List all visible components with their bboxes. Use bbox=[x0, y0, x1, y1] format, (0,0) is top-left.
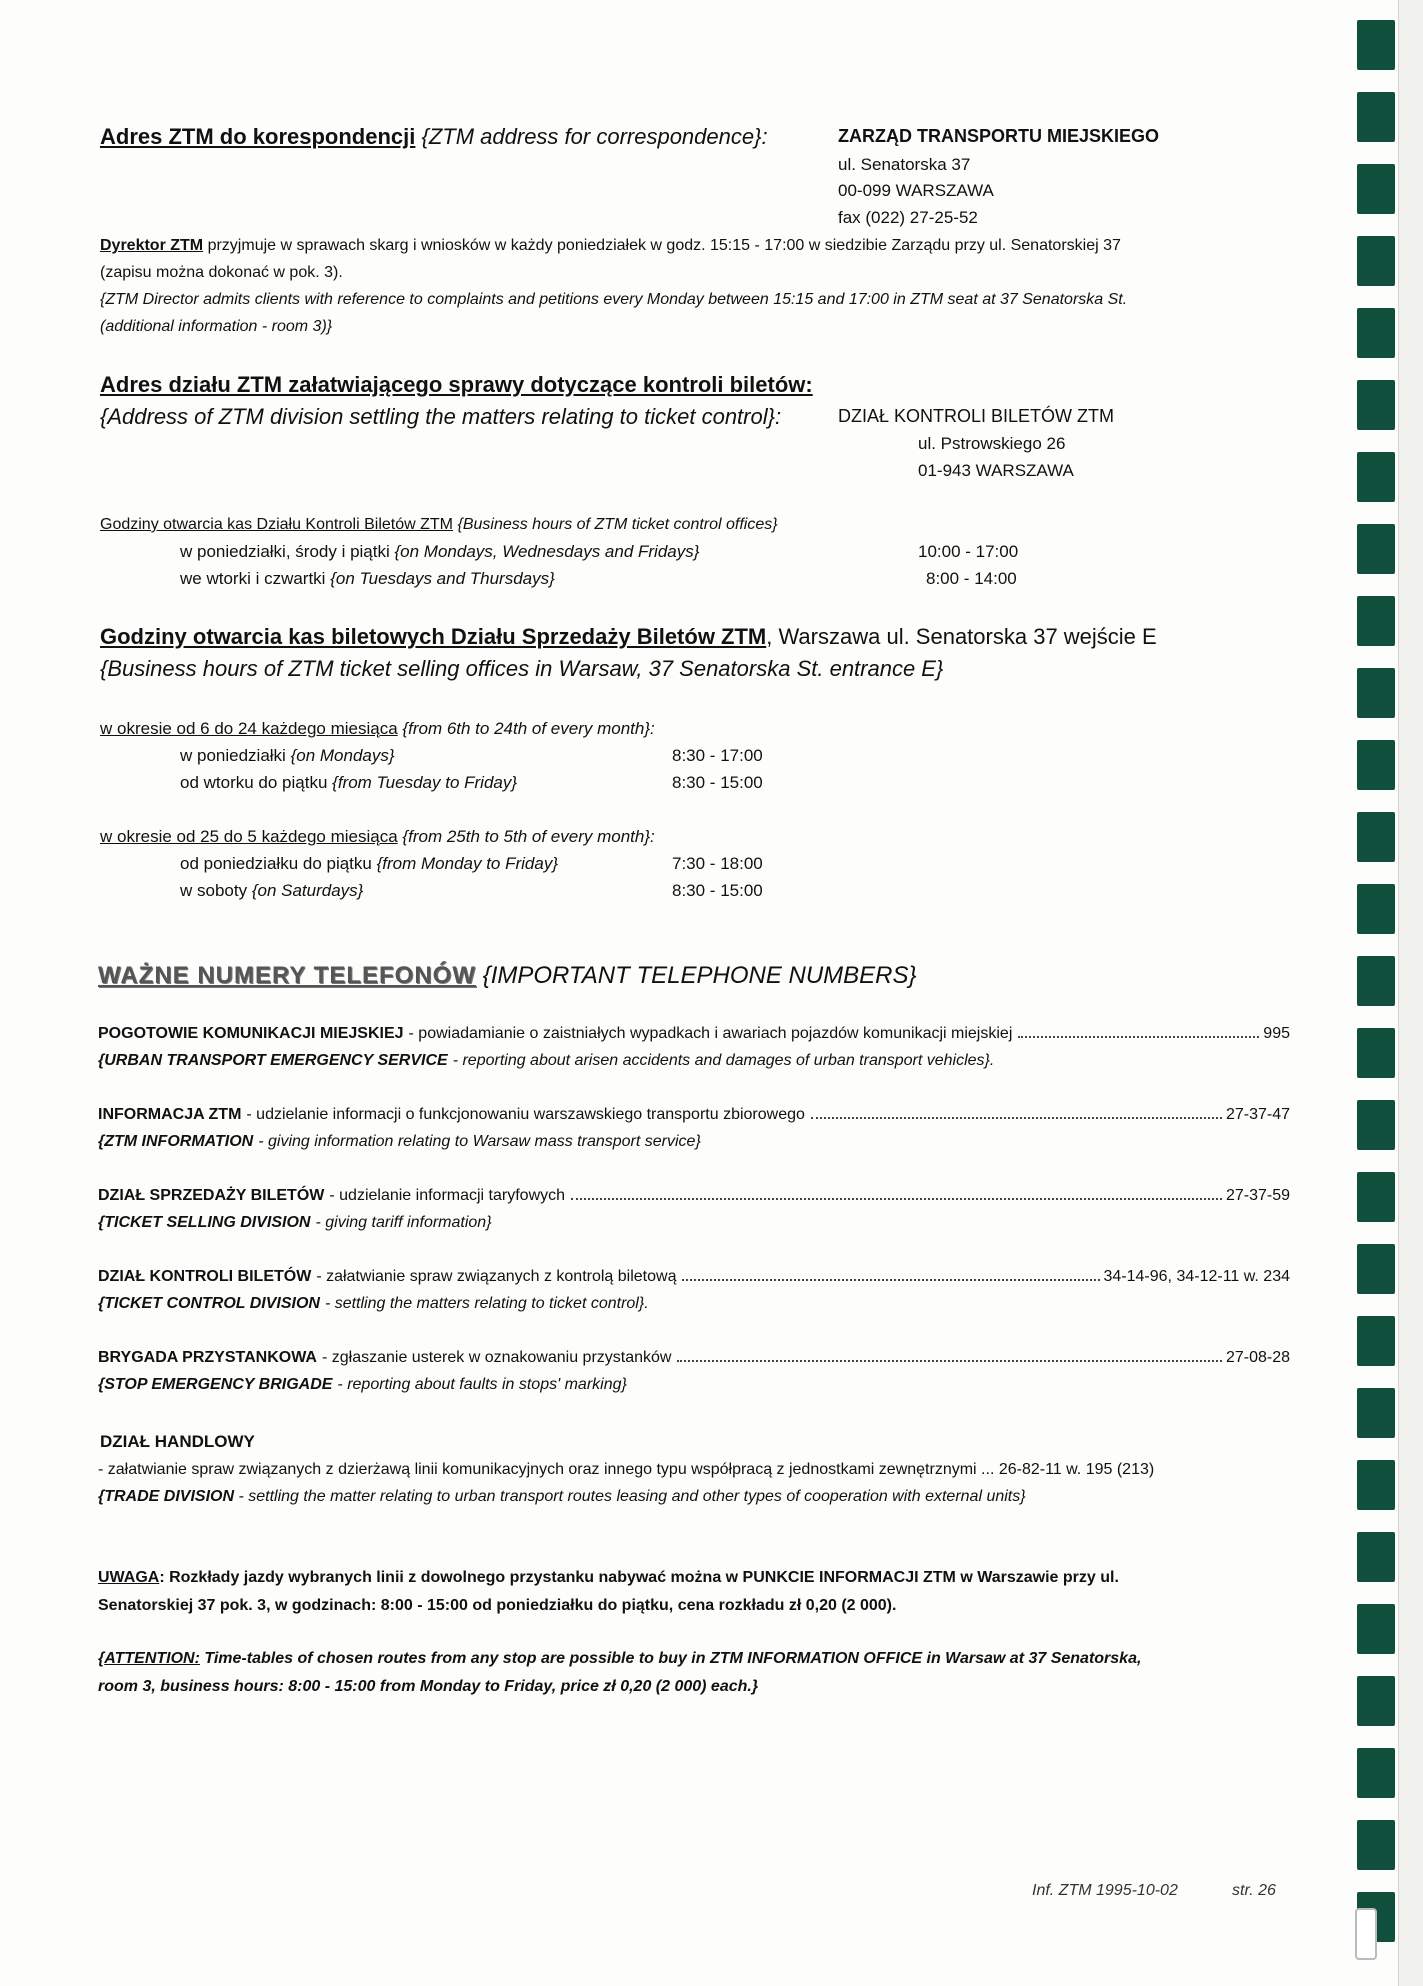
binding-ring bbox=[1357, 236, 1395, 286]
director-text-pl2: (zapisu można dokonać w pok. 3). bbox=[100, 264, 343, 281]
selling-period2 bbox=[100, 827, 655, 847]
binding-ring bbox=[1357, 1748, 1395, 1798]
phone-entry-en bbox=[98, 1051, 994, 1071]
selling-title bbox=[100, 624, 1157, 650]
phone-entry bbox=[98, 1267, 1290, 1287]
binding-ring bbox=[1357, 1028, 1395, 1078]
address-org: ZARZĄD TRANSPORTU MIEJSKIEGO bbox=[838, 126, 1160, 146]
address-label bbox=[100, 124, 768, 150]
notice-pl-line2: Senatorskiej 37 pok. 3, w godzinach: 8:00 - 15:00 od poniedziałku do piątku, cena rozkładu zł 0,20 (2 000). bbox=[98, 1597, 897, 1614]
hours-day-pl: w poniedziałki, środy i piątki bbox=[180, 542, 390, 561]
control-heading-pl: Adres działu ZTM załatwiającego sprawy dotyczące kontroli biletów: bbox=[100, 372, 813, 397]
selling-title-pl: Godziny otwarcia kas biletowych Działu Sprzedaży Biletów ZTM bbox=[100, 624, 767, 649]
binding-ring bbox=[1357, 1460, 1395, 1510]
binding-ring bbox=[1357, 1316, 1395, 1366]
phone-entry-en-name: {TICKET SELLING DIVISION bbox=[98, 1214, 311, 1231]
binding-ring bbox=[1357, 1676, 1395, 1726]
trade-name: DZIAŁ HANDLOWY bbox=[100, 1432, 255, 1451]
binding-ring bbox=[1357, 380, 1395, 430]
trade-en-desc: - settling the matter relating to urban transport routes leasing and other types of cooperation with external units} bbox=[238, 1488, 1026, 1505]
binding-ring bbox=[1357, 308, 1395, 358]
binding-ring bbox=[1357, 1100, 1395, 1150]
phone-entry-en-desc: - giving information relating to Warsaw mass transport service} bbox=[258, 1133, 701, 1150]
phone-entry-en-name: {URBAN TRANSPORT EMERGENCY SERVICE bbox=[98, 1052, 448, 1069]
selling-title-rest: , Warszawa ul. Senatorska 37 wejście E bbox=[766, 624, 1157, 649]
director-line1 bbox=[100, 236, 1121, 256]
control-hours-row bbox=[180, 542, 699, 562]
phone-number: 27-37-59 bbox=[1225, 1187, 1290, 1204]
hours-day-en: {on Saturdays} bbox=[251, 881, 364, 900]
notice-en-line2: room 3, business hours: 8:00 - 15:00 from Monday to Friday, price zł 0,20 (2 000) each.} bbox=[98, 1678, 759, 1695]
phone-entry bbox=[98, 1348, 1290, 1368]
hours-day-en: {from Tuesday to Friday} bbox=[332, 773, 518, 792]
binding-ring bbox=[1357, 1820, 1395, 1870]
address-label-en: {ZTM address for correspondence}: bbox=[421, 124, 768, 149]
control-street: ul. Pstrowskiego 26 bbox=[918, 434, 1066, 453]
address-label-pl: Adres ZTM do korespondencji bbox=[100, 124, 416, 149]
phone-entry-name: POGOTOWIE KOMUNIKACJI MIEJSKIEJ bbox=[98, 1025, 404, 1042]
binding-ring bbox=[1357, 1244, 1395, 1294]
dot-leader bbox=[1018, 1036, 1259, 1038]
notice-pl-line1 bbox=[98, 1568, 1119, 1588]
period2-time: 7:30 - 18:00 bbox=[672, 854, 763, 873]
period1-row bbox=[180, 773, 517, 793]
footer-info: Inf. ZTM 1995-10-02 bbox=[1032, 1882, 1178, 1899]
binding-ring bbox=[1357, 452, 1395, 502]
phone-entry-desc: - udzielanie informacji taryfowych bbox=[329, 1187, 566, 1204]
binding-hole bbox=[1355, 1908, 1377, 1960]
period1-pl: w okresie od 6 do 24 każdego miesiąca bbox=[100, 719, 398, 738]
hours-day-pl: od wtorku do piątku bbox=[180, 773, 328, 792]
hours-day-pl: w poniedziałki bbox=[180, 746, 286, 765]
period1-row bbox=[180, 746, 395, 766]
binding-ring bbox=[1357, 596, 1395, 646]
control-hours-time: 8:00 - 14:00 bbox=[926, 569, 1017, 588]
period1-time: 8:30 - 17:00 bbox=[672, 746, 763, 765]
director-text-en2: (additional information - room 3)} bbox=[100, 318, 333, 335]
binding-ring bbox=[1357, 1532, 1395, 1582]
phone-entry-desc: - powiadamianie o zaistniałych wypadkach i awariach pojazdów komunikacji miejskiej bbox=[408, 1025, 1013, 1042]
phone-entry bbox=[98, 1024, 1290, 1044]
period2-row bbox=[180, 854, 558, 874]
phone-entry-en bbox=[98, 1375, 627, 1395]
control-hours-time: 10:00 - 17:00 bbox=[918, 542, 1019, 561]
director-text-pl: przyjmuje w sprawach skarg i wniosków w każdy poniedziałek w godz. 15:15 - 17:00 w siedzibie Zarządu przy ul. Senatorskiej 37 bbox=[207, 237, 1121, 254]
phone-entry-en-name: {TICKET CONTROL DIVISION bbox=[98, 1295, 320, 1312]
director-title: Dyrektor ZTM bbox=[100, 237, 204, 254]
phone-entry-en bbox=[98, 1294, 649, 1314]
binding-ring bbox=[1357, 92, 1395, 142]
hours-day-en: {on Mondays} bbox=[290, 746, 395, 765]
phone-entry-name: DZIAŁ KONTROLI BILETÓW bbox=[98, 1268, 312, 1285]
phone-entry bbox=[98, 1186, 1290, 1206]
period2-en: {from 25th to 5th of every month}: bbox=[402, 827, 655, 846]
notice-en-line1: {ATTENTION: Time-tables of chosen routes from any stop are possible to buy in ZTM INFORMATION OFFICE in Warsaw at 37 Senatorska, bbox=[98, 1650, 1142, 1667]
dot-leader bbox=[571, 1198, 1222, 1200]
period1-time: 8:30 - 15:00 bbox=[672, 773, 763, 792]
director-text-en: {ZTM Director admits clients with reference to complaints and petitions every Monday between 15:15 and 17:00 in ZTM seat at 37 Senatorska St. bbox=[100, 291, 1128, 308]
phone-entry-desc: - załatwianie spraw związanych z kontrolą biletową bbox=[316, 1268, 677, 1285]
phone-entry-en-name: {ZTM INFORMATION bbox=[98, 1133, 254, 1150]
phone-entry-name: DZIAŁ SPRZEDAŻY BILETÓW bbox=[98, 1187, 325, 1204]
footer-page-number: str. 26 bbox=[1232, 1882, 1276, 1899]
phone-entry-en-name: {STOP EMERGENCY BRIGADE bbox=[98, 1376, 333, 1393]
phones-heading-pl: WAŻNE NUMERY TELEFONÓW bbox=[98, 962, 476, 989]
address-fax: fax (022) 27-25-52 bbox=[838, 208, 978, 227]
hours-day-pl: we wtorki i czwartki bbox=[180, 569, 326, 588]
dot-leader bbox=[811, 1117, 1222, 1119]
phone-number: 27-08-28 bbox=[1225, 1349, 1290, 1366]
period2-row bbox=[180, 881, 363, 901]
binding-ring bbox=[1357, 1604, 1395, 1654]
phones-heading-en: {IMPORTANT TELEPHONE NUMBERS} bbox=[482, 962, 917, 989]
control-city: 01-943 WARSZAWA bbox=[918, 461, 1074, 480]
control-hours-title bbox=[100, 515, 778, 535]
phone-entry-en-desc: - settling the matters relating to ticket control}. bbox=[324, 1295, 649, 1312]
binding-ring bbox=[1357, 812, 1395, 862]
notice-label-pl: UWAGA bbox=[98, 1569, 160, 1586]
notice-text-en1: Time-tables of chosen routes from any stop are possible to buy in ZTM INFORMATION OFFICE in Warsaw at 37 Senatorska, bbox=[199, 1650, 1142, 1667]
binding-ring bbox=[1357, 524, 1395, 574]
binding-ring bbox=[1357, 20, 1395, 70]
dot-leader bbox=[677, 1360, 1221, 1362]
control-name: DZIAŁ KONTROLI BILETÓW ZTM bbox=[838, 406, 1115, 426]
page-edge bbox=[1398, 0, 1423, 1986]
address-city: 00-099 WARSZAWA bbox=[838, 181, 994, 200]
binding-ring bbox=[1357, 164, 1395, 214]
control-hours-title-en: {Business hours of ZTM ticket control offices} bbox=[457, 516, 778, 533]
trade-en bbox=[98, 1487, 1026, 1507]
binding-ring bbox=[1357, 668, 1395, 718]
phone-number: 34-14-96, 34-12-11 w. 234 bbox=[1103, 1268, 1290, 1285]
trade-en-name: {TRADE DIVISION bbox=[98, 1488, 235, 1505]
period2-pl: w okresie od 25 do 5 każdego miesiąca bbox=[100, 827, 398, 846]
control-hours-row bbox=[180, 569, 555, 589]
notice-label-en: ATTENTION: bbox=[104, 1650, 200, 1667]
phone-entry-en-desc: - reporting about arisen accidents and damages of urban transport vehicles}. bbox=[452, 1052, 995, 1069]
trade-desc: - załatwianie spraw związanych z dzierżawą linii komunikacyjnych oraz innego typu współpracą z jednostkami zewnętrznymi ... 26-82-11 w. 195 (213) bbox=[98, 1461, 1155, 1478]
hours-day-en: {from Monday to Friday} bbox=[376, 854, 559, 873]
binding-ring bbox=[1357, 1172, 1395, 1222]
hours-day-pl: w soboty bbox=[180, 881, 248, 900]
selling-title-en: {Business hours of ZTM ticket selling offices in Warsaw, 37 Senatorska St. entrance E} bbox=[100, 656, 944, 681]
binding-ring bbox=[1357, 956, 1395, 1006]
phone-entry-desc: - udzielanie informacji o funkcjonowaniu warszawskiego transportu zbiorowego bbox=[246, 1106, 805, 1123]
hours-day-en: {on Mondays, Wednesdays and Fridays} bbox=[394, 542, 700, 561]
phone-entry-name: BRYGADA PRZYSTANKOWA bbox=[98, 1349, 317, 1366]
period1-en: {from 6th to 24th of every month}: bbox=[402, 719, 655, 738]
binding-ring bbox=[1357, 740, 1395, 790]
phones-heading bbox=[98, 962, 917, 990]
phone-number: 27-37-47 bbox=[1225, 1106, 1290, 1123]
address-street: ul. Senatorska 37 bbox=[838, 155, 971, 174]
control-hours-title-pl: Godziny otwarcia kas Działu Kontroli Biletów ZTM bbox=[100, 516, 454, 533]
selling-period1 bbox=[100, 719, 655, 739]
dot-leader bbox=[682, 1279, 1099, 1281]
hours-day-pl: od poniedziałku do piątku bbox=[180, 854, 372, 873]
hours-day-en: {on Tuesdays and Thursdays} bbox=[330, 569, 555, 588]
control-heading-en: {Address of ZTM division settling the matters relating to ticket control}: bbox=[100, 404, 782, 429]
binding-ring bbox=[1357, 884, 1395, 934]
phone-entry-en-desc: - reporting about faults in stops' marking} bbox=[337, 1376, 627, 1393]
phone-number: 995 bbox=[1263, 1025, 1290, 1042]
phone-entry-en bbox=[98, 1213, 492, 1233]
phone-entry-name: INFORMACJA ZTM bbox=[98, 1106, 242, 1123]
phone-entry-desc: - zgłaszanie usterek w oznakowaniu przystanków bbox=[321, 1349, 672, 1366]
period2-time: 8:30 - 15:00 bbox=[672, 881, 763, 900]
phone-entry-en bbox=[98, 1132, 701, 1152]
phone-entry-en-desc: - giving tariff information} bbox=[315, 1214, 492, 1231]
binding-ring bbox=[1357, 1388, 1395, 1438]
phone-entry bbox=[98, 1105, 1290, 1125]
notice-text-pl1: : Rozkłady jazdy wybranych linii z dowolnego przystanku nabywać można w PUNKCIE INFORMACJI ZTM w Warszawie przy ul. bbox=[159, 1569, 1119, 1586]
